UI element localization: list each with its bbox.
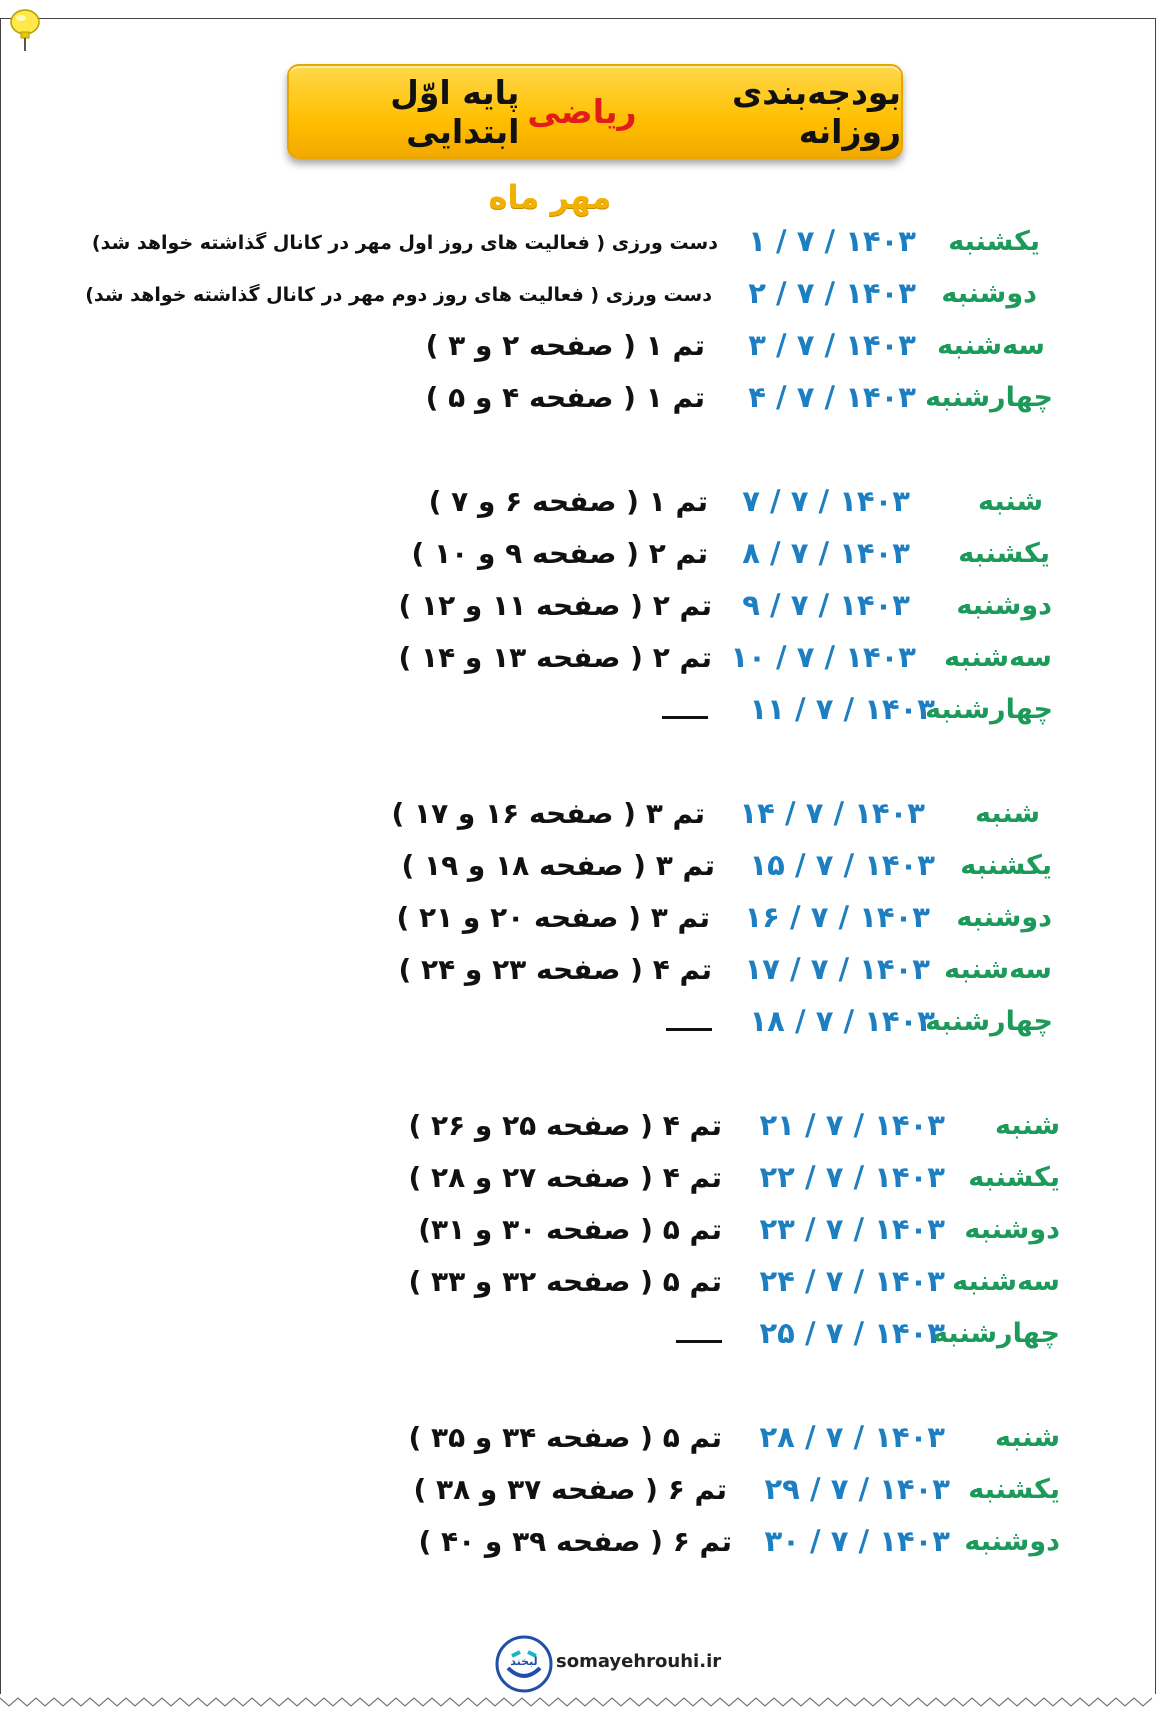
schedule-row bbox=[0, 1002, 1159, 1042]
date: ۱۴۰۳ / ۷ / ۱۷ bbox=[744, 952, 930, 986]
day-name: یکشنبه bbox=[968, 1162, 1060, 1193]
schedule-row bbox=[0, 378, 1159, 418]
schedule-row bbox=[0, 482, 1159, 522]
schedule-row bbox=[0, 534, 1159, 574]
date: ۱۴۰۳ / ۷ / ۲۹ bbox=[764, 1472, 950, 1506]
activity: تم ۵ ( صفحه ۳۲ و ۳۳ ) bbox=[408, 1265, 722, 1298]
activity: تم ۳ ( صفحه ۱۸ و ۱۹ ) bbox=[401, 849, 715, 882]
activity: تم ۵ ( صفحه ۳۰ و ۳۱) bbox=[418, 1213, 722, 1246]
date: ۱۴۰۳ / ۷ / ۱۶ bbox=[744, 900, 930, 934]
schedule-row bbox=[0, 690, 1159, 730]
schedule-row bbox=[0, 326, 1159, 366]
day-name: یکشنبه bbox=[968, 1474, 1060, 1505]
no-activity-dash bbox=[662, 716, 708, 719]
activity: دست ورزی ( فعالیت های روز دوم مهر در کانال گذاشته خواهد شد) bbox=[85, 284, 712, 306]
day-name: سه‌شنبه bbox=[944, 954, 1052, 985]
activity: تم ۵ ( صفحه ۳۴ و ۳۵ ) bbox=[408, 1421, 722, 1454]
day-name: شنبه bbox=[975, 798, 1040, 829]
page-title bbox=[287, 64, 903, 159]
date: ۱۴۰۳ / ۷ / ۲۳ bbox=[759, 1212, 945, 1246]
month-heading: مهر ماه bbox=[488, 178, 612, 216]
activity: تم ۲ ( صفحه ۹ و ۱۰ ) bbox=[411, 537, 708, 570]
day-name: سه‌شنبه bbox=[944, 642, 1052, 673]
schedule-row bbox=[0, 1522, 1159, 1562]
activity: تم ۳ ( صفحه ۱۶ و ۱۷ ) bbox=[391, 797, 705, 830]
date: ۱۴۰۳ / ۷ / ۸ bbox=[742, 536, 910, 570]
schedule-row bbox=[0, 950, 1159, 990]
activity: تم ۱ ( صفحه ۶ و ۷ ) bbox=[428, 485, 708, 518]
day-name: یکشنبه bbox=[948, 226, 1040, 257]
date: ۱۴۰۳ / ۷ / ۷ bbox=[742, 484, 910, 518]
day-name: چهارشنبه bbox=[932, 1318, 1060, 1349]
date: ۱۴۰۳ / ۷ / ۴ bbox=[748, 380, 916, 414]
no-activity-dash bbox=[666, 1028, 712, 1031]
day-name: چهارشنبه bbox=[925, 1006, 1053, 1037]
date: ۱۴۰۳ / ۷ / ۱۵ bbox=[749, 848, 935, 882]
day-name: چهارشنبه bbox=[925, 382, 1053, 413]
bottom-zigzag-border bbox=[0, 1694, 1159, 1713]
date: ۱۴۰۳ / ۷ / ۱ bbox=[748, 224, 916, 258]
date: ۱۴۰۳ / ۷ / ۲۵ bbox=[759, 1316, 945, 1350]
schedule-row bbox=[0, 846, 1159, 886]
date: ۱۴۰۳ / ۷ / ۲ bbox=[748, 276, 916, 310]
day-name: سه‌شنبه bbox=[952, 1266, 1060, 1297]
day-name: دوشنبه bbox=[941, 278, 1037, 309]
activity: تم ۴ ( صفحه ۲۵ و ۲۶ ) bbox=[408, 1109, 722, 1142]
schedule-row bbox=[0, 1262, 1159, 1302]
date: ۱۴۰۳ / ۷ / ۲۴ bbox=[759, 1264, 945, 1298]
activity: تم ۶ ( صفحه ۳۹ و ۴۰ ) bbox=[418, 1525, 732, 1558]
activity: تم ۶ ( صفحه ۳۷ و ۳۸ ) bbox=[413, 1473, 727, 1506]
activity: تم ۲ ( صفحه ۱۳ و ۱۴ ) bbox=[398, 641, 712, 674]
title-part1: بودجه‌بندی روزانه bbox=[732, 72, 901, 151]
date: ۱۴۰۳ / ۷ / ۲۱ bbox=[759, 1108, 945, 1142]
day-name: دوشنبه bbox=[956, 902, 1052, 933]
site-logo-icon bbox=[494, 1634, 554, 1694]
day-name: دوشنبه bbox=[956, 590, 1052, 621]
day-name: یکشنبه bbox=[958, 538, 1050, 569]
pushpin-icon bbox=[8, 8, 42, 52]
day-name: دوشنبه bbox=[964, 1214, 1060, 1245]
date: ۱۴۰۳ / ۷ / ۱۸ bbox=[749, 1004, 935, 1038]
title-subject: ریاضی bbox=[527, 92, 637, 131]
activity: تم ۳ ( صفحه ۲۰ و ۲۱ ) bbox=[396, 901, 710, 934]
schedule-row bbox=[0, 1106, 1159, 1146]
day-name: یکشنبه bbox=[960, 850, 1052, 881]
site-url: somayehrouhi.ir bbox=[556, 1651, 722, 1672]
schedule-row bbox=[0, 586, 1159, 626]
schedule-row bbox=[0, 1470, 1159, 1510]
date: ۱۴۰۳ / ۷ / ۹ bbox=[742, 588, 910, 622]
svg-text:لبخند: لبخند bbox=[510, 1655, 538, 1668]
day-name: سه‌شنبه bbox=[937, 330, 1045, 361]
activity: تم ۴ ( صفحه ۲۷ و ۲۸ ) bbox=[408, 1161, 722, 1194]
day-name: چهارشنبه bbox=[925, 694, 1053, 725]
schedule-row bbox=[0, 1418, 1159, 1458]
schedule-row bbox=[0, 638, 1159, 678]
schedule-row bbox=[0, 898, 1159, 938]
date: ۱۴۰۳ / ۷ / ۳ bbox=[748, 328, 916, 362]
date: ۱۴۰۳ / ۷ / ۱۴ bbox=[739, 796, 925, 830]
activity: تم ۱ ( صفحه ۲ و ۳ ) bbox=[425, 329, 705, 362]
schedule-row bbox=[0, 222, 1159, 262]
date: ۱۴۰۳ / ۷ / ۳۰ bbox=[764, 1524, 950, 1558]
day-name: دوشنبه bbox=[964, 1526, 1060, 1557]
activity: دست ورزی ( فعالیت های روز اول مهر در کانال گذاشته خواهد شد) bbox=[91, 232, 718, 254]
activity: تم ۲ ( صفحه ۱۱ و ۱۲ ) bbox=[398, 589, 712, 622]
schedule-row bbox=[0, 1314, 1159, 1354]
schedule-row bbox=[0, 274, 1159, 314]
day-name: شنبه bbox=[978, 486, 1043, 517]
day-name: شنبه bbox=[995, 1110, 1060, 1141]
schedule-row bbox=[0, 794, 1159, 834]
date: ۱۴۰۳ / ۷ / ۲۸ bbox=[759, 1420, 945, 1454]
no-activity-dash bbox=[676, 1340, 722, 1343]
date: ۱۴۰۳ / ۷ / ۱۰ bbox=[730, 640, 916, 674]
schedule-row bbox=[0, 1158, 1159, 1198]
day-name: شنبه bbox=[995, 1422, 1060, 1453]
date: ۱۴۰۳ / ۷ / ۲۲ bbox=[759, 1160, 945, 1194]
activity: تم ۱ ( صفحه ۴ و ۵ ) bbox=[425, 381, 705, 414]
date: ۱۴۰۳ / ۷ / ۱۱ bbox=[749, 692, 935, 726]
activity: تم ۴ ( صفحه ۲۳ و ۲۴ ) bbox=[398, 953, 712, 986]
title-part2: پایه اوّل ابتدایی bbox=[390, 72, 520, 151]
schedule-row bbox=[0, 1210, 1159, 1250]
